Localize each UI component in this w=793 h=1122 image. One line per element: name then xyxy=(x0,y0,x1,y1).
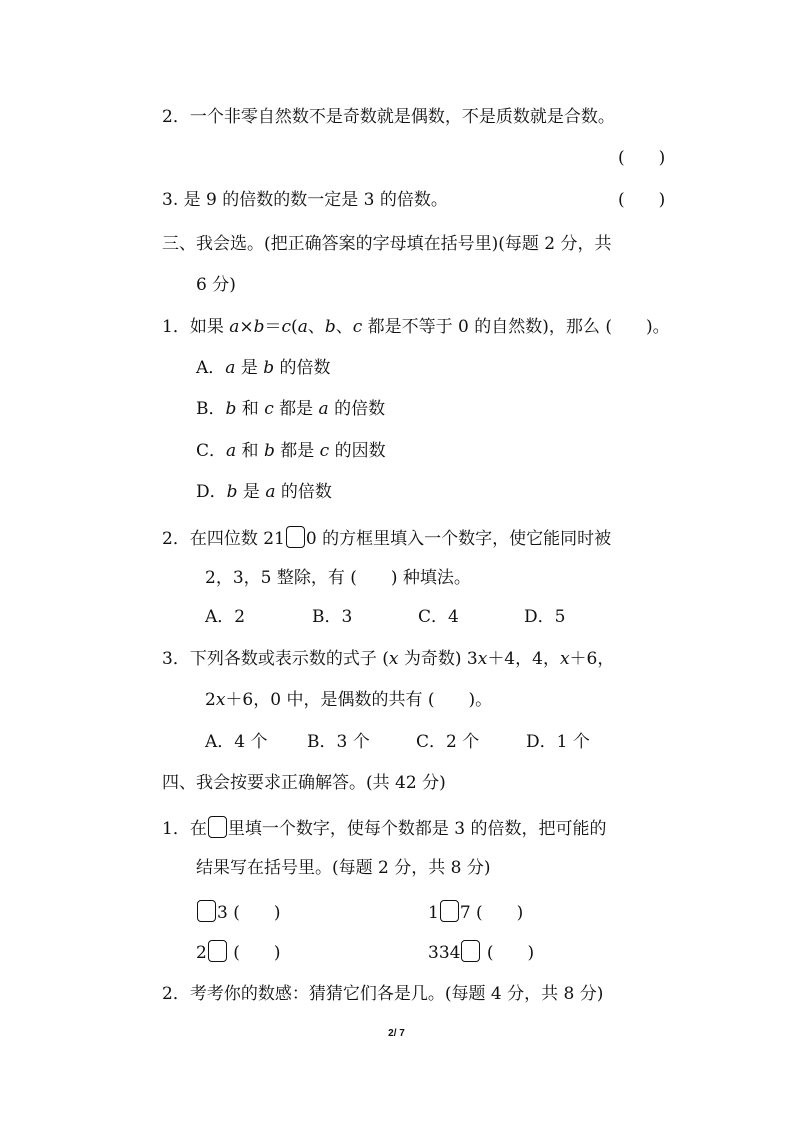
var-x: x xyxy=(477,649,488,669)
judge-question-2: 2．一个非零自然数不是奇数就是偶数，不是质数就是合数。 xyxy=(162,107,615,127)
var-b: b xyxy=(324,317,336,337)
text: 和 xyxy=(236,399,265,419)
text: 、 xyxy=(307,317,325,337)
option-label: C． xyxy=(196,441,227,461)
text: 里填一个数字，使每个数都是 3 的倍数，把可能的 xyxy=(227,819,607,839)
option-a[interactable]: A．2 xyxy=(205,607,246,627)
option-label: A． xyxy=(196,358,226,378)
text: 7 ( ) xyxy=(459,903,524,923)
solve-question-1-stem xyxy=(162,816,606,840)
text: 1 xyxy=(428,903,439,923)
text: ( xyxy=(291,317,298,337)
section-3-heading: 三、我会选。(把正确答案的字母填在括号里)(每题 2 分，共 xyxy=(162,234,612,254)
text: × xyxy=(239,317,254,337)
text: 2 xyxy=(205,690,216,710)
option-a[interactable] xyxy=(196,357,331,379)
text: 的因数 xyxy=(329,441,386,461)
option-d[interactable]: D．5 xyxy=(524,607,566,627)
var: a xyxy=(265,482,276,502)
var: b xyxy=(225,399,237,419)
choice-question-2-stem-cont: 2，3，5 整除，有 ( ) 种填法。 xyxy=(205,568,471,588)
text: ＋6， xyxy=(569,649,615,669)
var-a: a xyxy=(229,317,240,337)
text: 为奇数) 3 xyxy=(398,649,478,669)
text: 1．如果 xyxy=(162,317,230,337)
answer-paren-q2[interactable]: ( ) xyxy=(618,148,666,168)
var: a xyxy=(318,399,329,419)
fill-item-1[interactable] xyxy=(196,900,280,924)
text: 0 的方框里填入一个数字，使它能同时被 xyxy=(305,529,612,549)
text: ( ) xyxy=(227,943,281,963)
option-label: B． xyxy=(196,399,226,419)
var: b xyxy=(263,358,275,378)
section-4-heading: 四、我会按要求正确解答。(共 42 分) xyxy=(162,773,446,793)
option-label: D． xyxy=(196,482,227,502)
choice-question-3-stem-cont xyxy=(205,689,492,711)
var-x: x xyxy=(559,649,570,669)
blank-box[interactable] xyxy=(461,940,480,962)
blank-box[interactable] xyxy=(208,940,227,962)
var: b xyxy=(226,482,238,502)
text: 都是不等于 0 的自然数)，那么 ( )。 xyxy=(362,317,670,337)
option-d[interactable]: D．1 个 xyxy=(526,732,590,752)
option-b[interactable]: B．3 个 xyxy=(307,732,370,752)
section-3-heading-cont: 6 分) xyxy=(196,275,236,295)
text: 3 ( ) xyxy=(217,903,281,923)
text: 2．在四位数 21 xyxy=(162,529,285,549)
text: 、 xyxy=(335,317,353,337)
option-b[interactable] xyxy=(196,398,385,420)
var: b xyxy=(263,441,275,461)
choice-question-1-stem xyxy=(162,316,670,338)
var: c xyxy=(319,441,330,461)
fill-item-3[interactable] xyxy=(196,940,281,964)
option-c[interactable] xyxy=(196,440,386,462)
text: 的倍数 xyxy=(275,482,332,502)
answer-paren-q3[interactable]: ( ) xyxy=(618,190,666,210)
option-d[interactable] xyxy=(196,481,332,503)
var-b: b xyxy=(253,317,265,337)
var-x: x xyxy=(215,690,226,710)
text: ＋6，0 中，是偶数的共有 ( )。 xyxy=(225,690,493,710)
text: 都是 xyxy=(274,441,320,461)
text: 和 xyxy=(236,441,264,461)
judge-question-3: 3. 是 9 的倍数的数一定是 3 的倍数。 xyxy=(162,190,448,210)
blank-box[interactable] xyxy=(208,816,227,838)
choice-question-3-stem xyxy=(162,648,614,670)
text: ＋4，4， xyxy=(487,649,560,669)
var-c: c xyxy=(352,317,363,337)
text: 的倍数 xyxy=(328,399,386,419)
var: a xyxy=(226,441,237,461)
option-c[interactable]: C．2 个 xyxy=(416,732,480,752)
var: c xyxy=(264,399,274,419)
text: 334 xyxy=(428,943,461,963)
solve-question-2-stem: 2．考考你的数感：猜猜它们各是几。(每题 4 分，共 8 分) xyxy=(162,984,604,1004)
text: ( ) xyxy=(481,943,535,963)
text: ＝ xyxy=(264,317,282,337)
blank-box[interactable] xyxy=(197,900,216,922)
option-c[interactable]: C．4 xyxy=(418,607,459,627)
fill-item-2[interactable] xyxy=(428,900,523,924)
text: 是 xyxy=(235,358,264,378)
var: a xyxy=(225,358,236,378)
text: 都是 xyxy=(273,399,319,419)
option-a[interactable]: A．4 个 xyxy=(205,732,268,752)
option-b[interactable]: B．3 xyxy=(312,607,353,627)
var-a: a xyxy=(297,317,308,337)
text: 2 xyxy=(196,943,207,963)
fill-item-4[interactable] xyxy=(428,940,534,964)
text: 1．在 xyxy=(162,819,207,839)
blank-box[interactable] xyxy=(286,526,305,548)
choice-question-2-stem xyxy=(162,526,611,550)
page-number: 2/ 7 xyxy=(388,1028,405,1039)
text: 3．下列各数或表示数的式子 ( xyxy=(162,649,389,669)
text: 的倍数 xyxy=(274,358,331,378)
var-x: x xyxy=(388,649,399,669)
blank-box[interactable] xyxy=(440,900,459,922)
var-c: c xyxy=(281,317,292,337)
solve-question-1-stem-cont: 结果写在括号里。(每题 2 分，共 8 分) xyxy=(196,858,491,878)
text: 是 xyxy=(237,482,266,502)
